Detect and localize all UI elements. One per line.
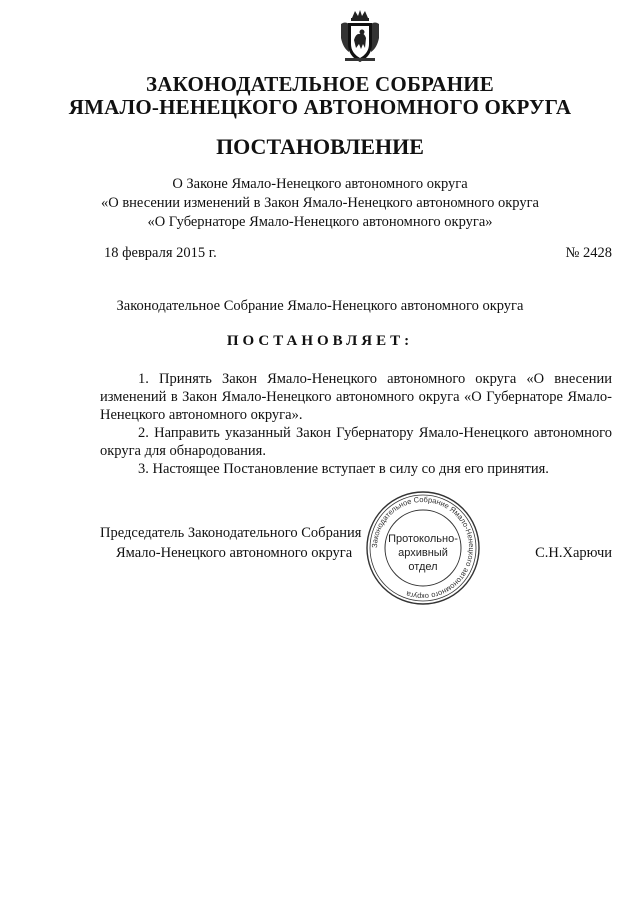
subject-line2: «О внесении изменений в Закон Ямало-Ненецкого автономного округа [100,195,539,211]
decree-item-2: 2. Направить указанный Закон Губернатору Ямало-Ненецкого автономного округа для обнародования. [100,425,612,459]
decree-item-3: 3. Настоящее Постановление вступает в силу со дня его принятия. [138,461,549,477]
signatory-name: С.Н.Харючи [535,545,612,561]
coat-of-arms-icon [337,8,383,66]
organization-name-line1: ЗАКОНОДАТЕЛЬНОЕ СОБРАНИЕ [145,72,495,96]
document-date: 18 февраля 2015 г. [104,245,217,261]
organization-name-line2: ЯМАЛО-НЕНЕЦКОГО АВТОНОМНОГО ОКРУГА [68,95,572,119]
stamp-center-line3: отдел [408,561,438,573]
subject-line1: О Законе Ямало-Ненецкого автономного округа [172,176,468,192]
assembly-name: Законодательное Собрание Ямало-Ненецкого автономного округа [116,298,524,314]
signatory-title-line1: Председатель Законодательного Собрания [100,525,362,541]
document-number: № 2428 [565,245,612,261]
stamp-ring-text: Законодательное Собрание Ямало-Ненецкого автономного округа [369,494,477,602]
stamp-center-line1: Протокольно- [388,533,458,545]
decrees-heading: ПОСТАНОВЛЯЕТ: [226,333,414,349]
document-subject [0,175,640,232]
stamp-center-line2: архивный [398,547,448,559]
subject-line3: «О Губернаторе Ямало-Ненецкого автономного округа» [147,214,493,230]
decree-body [100,370,612,478]
document-type: ПОСТАНОВЛЕНИЕ [216,134,424,159]
decree-item-1: 1. Принять Закон Ямало-Ненецкого автономного округа «О внесении изменений в Закон Ямало-Ненецкого автономного округа «О Губернаторе Ямало-Ненецкого автономного округа». [100,371,612,423]
signatory-title-line2: Ямало-Ненецкого автономного округа [116,545,353,561]
